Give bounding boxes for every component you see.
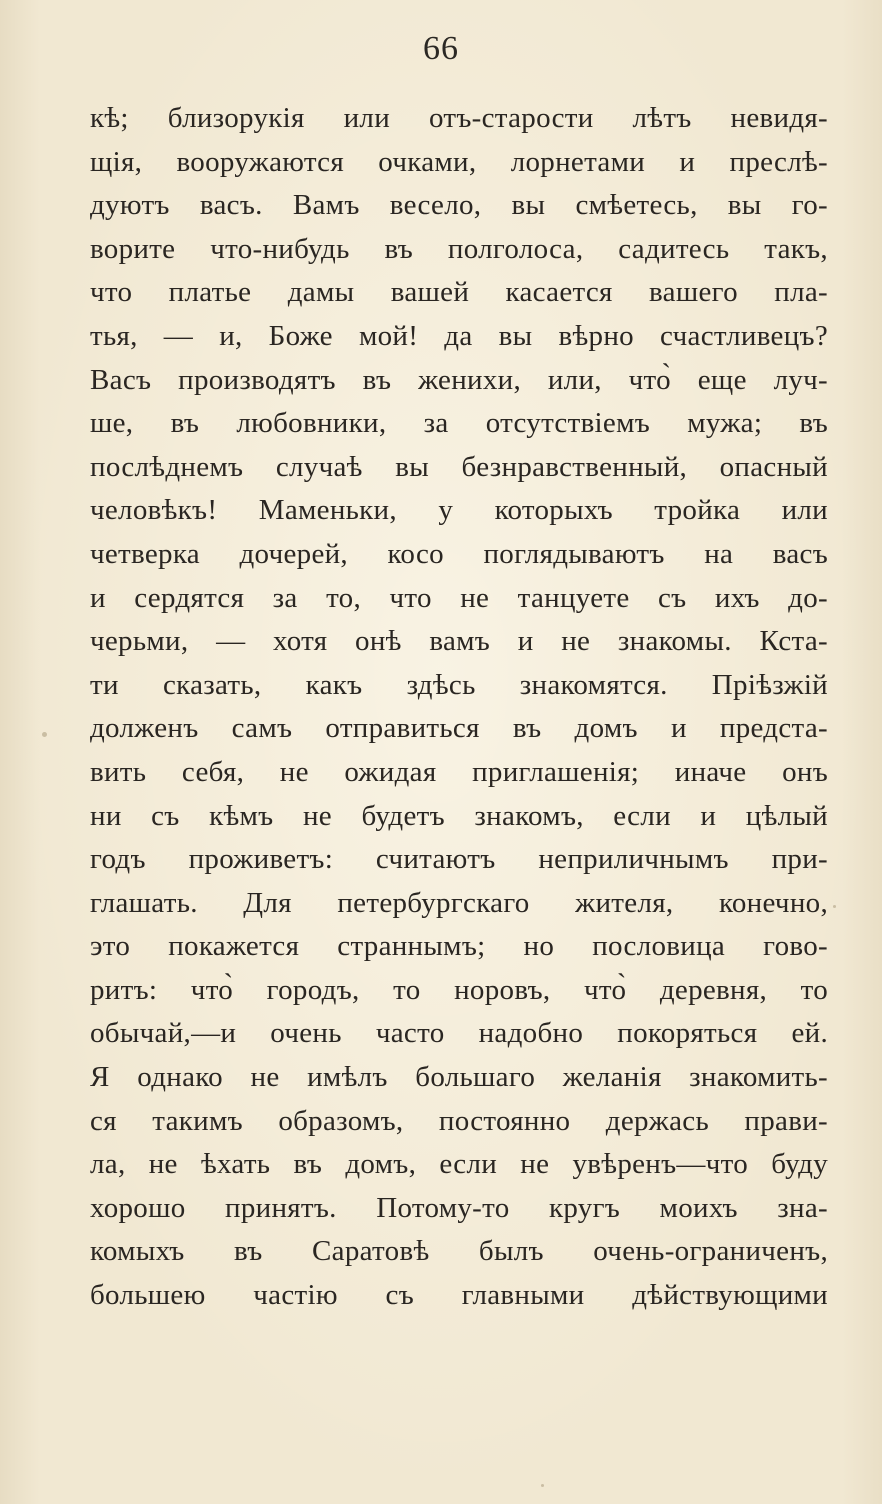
text-line: ни съ кѣмъ не будетъ знакомъ, если и цѣлый: [90, 799, 828, 832]
text-line: это покажется страннымъ; но пословица гово-: [90, 930, 828, 963]
text-line: тья, — и, Боже мой! да вы вѣрно счастливецъ?: [90, 319, 828, 352]
text-line: ворите что-нибудь въ полголоса, садитесь такъ,: [90, 232, 828, 265]
text-line: четверка дочерей, косо поглядываютъ на васъ: [90, 537, 828, 570]
text-line: обычай,—и очень часто надобно покоряться ей.: [90, 1017, 828, 1050]
text-line: послѣднемъ случаѣ вы безнравственный, опасный: [90, 450, 828, 483]
text-line: и сердятся за то, что не танцуете съ ихъ до-: [90, 581, 828, 614]
text-line: большею частію съ главными дѣйствующими: [90, 1279, 828, 1312]
text-line: черьми, — хотя онѣ вамъ и не знакомы. Кста-: [90, 625, 828, 658]
text-line: ше, въ любовники, за отсутствіемъ мужа; въ: [90, 407, 828, 440]
text-line: ла, не ѣхать въ домъ, если не увѣренъ—что буду: [90, 1148, 828, 1181]
paper-speck: [541, 1484, 544, 1487]
text-line: ти сказать, какъ здѣсь знакомятся. Пріѣзжій: [90, 668, 828, 701]
paper-speck: [42, 732, 47, 737]
text-line: долженъ самъ отправиться въ домъ и предста-: [90, 712, 828, 745]
text-line: Я однако не имѣлъ большаго желанія знакомить-: [90, 1061, 828, 1094]
text-line: кѣ; близорукія или отъ-старости лѣтъ невидя-: [90, 102, 828, 134]
text-line: Васъ производятъ въ женихи, или, что̀ еще луч-: [90, 363, 828, 396]
text-line: человѣкъ! Маменьки, у которыхъ тройка или: [90, 494, 828, 527]
text-line: щія, вооружаются очками, лорнетами и преслѣ-: [90, 145, 828, 178]
paper-speck: [833, 905, 836, 908]
text-line: комыхъ въ Саратовѣ былъ очень-ограниченъ,: [90, 1235, 828, 1268]
text-line: вить себя, не ожидая приглашенія; иначе онъ: [90, 755, 828, 788]
body-text: [90, 97, 828, 1318]
page-number: 66: [423, 30, 459, 67]
text-line: хорошо принятъ. Потому-то кругъ моихъ зна-: [90, 1191, 828, 1224]
text-line: дуютъ васъ. Вамъ весело, вы смѣетесь, вы го-: [90, 189, 828, 222]
text-line: что платье дамы вашей касается вашего пла-: [90, 276, 828, 309]
text-line: ритъ: что̀ городъ, то норовъ, что̀ деревня, то: [90, 973, 828, 1006]
text-line: глашать. Для петербургскаго жителя, конечно,: [90, 886, 828, 919]
text-line: годъ проживетъ: считаютъ неприличнымъ при-: [90, 843, 828, 876]
text-line: ся такимъ образомъ, постоянно держась прави-: [90, 1104, 828, 1137]
